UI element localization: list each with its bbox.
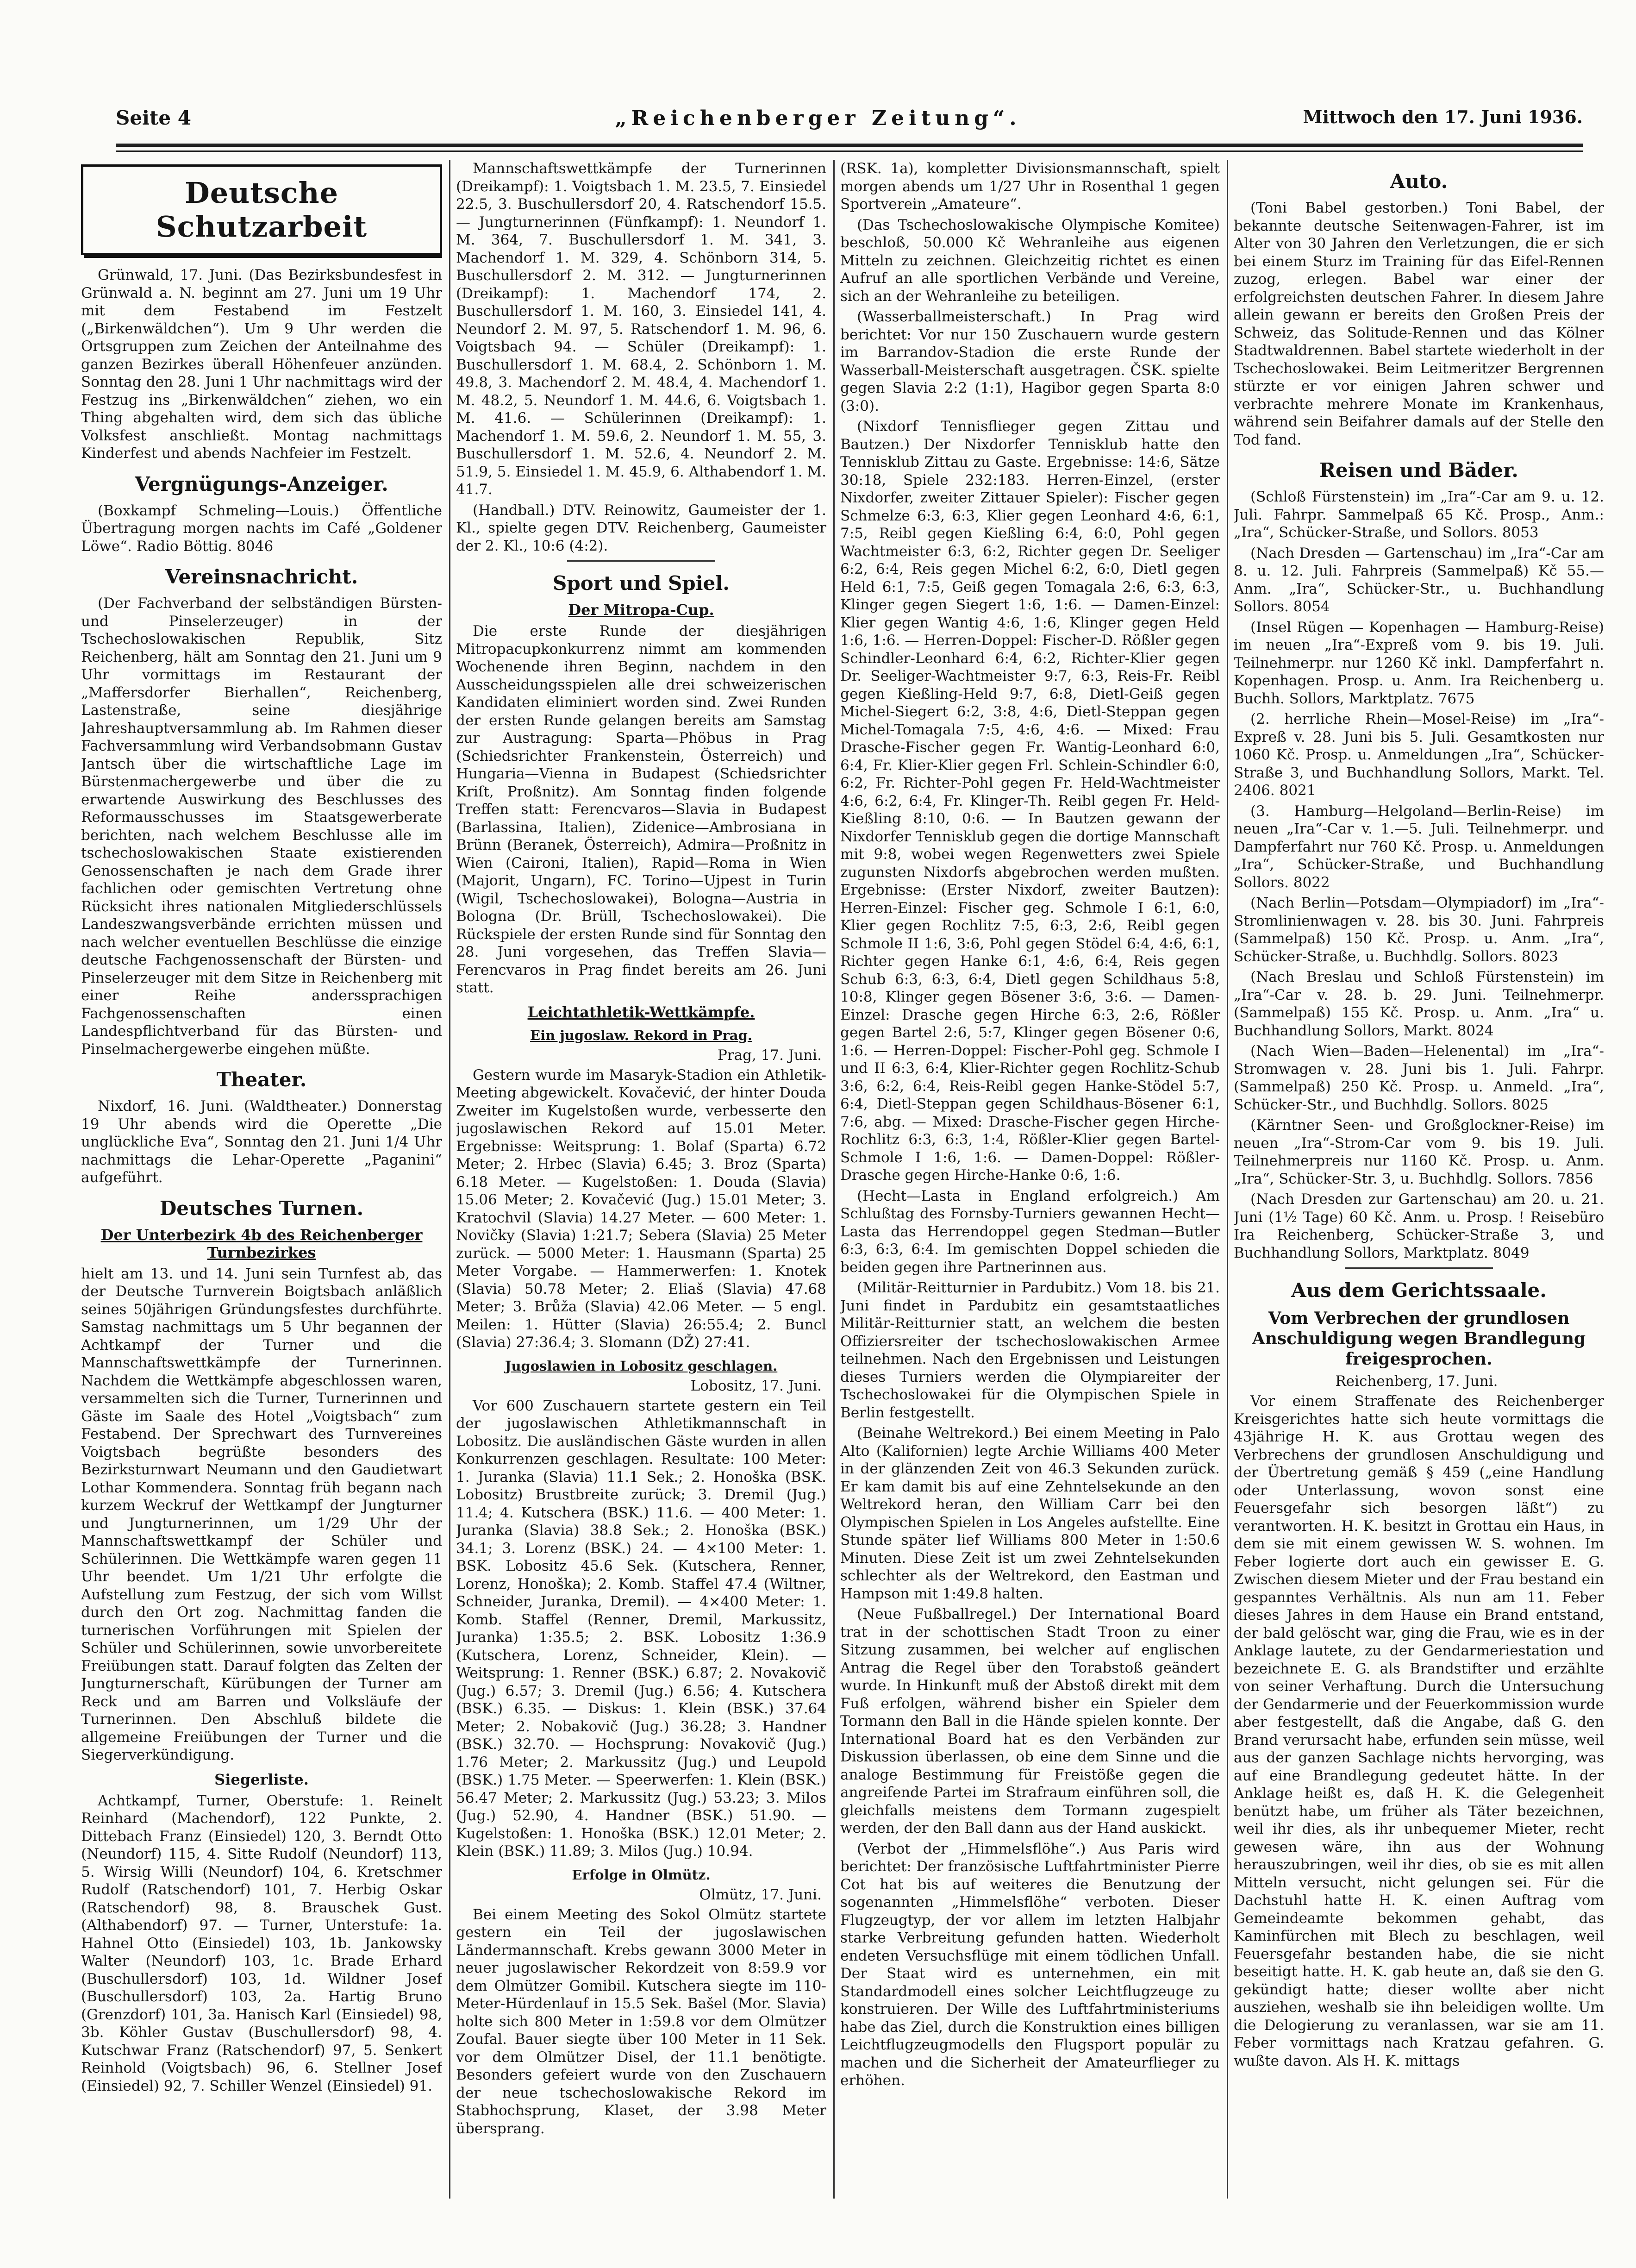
article-paragraph: Die erste Runde der diesjährigen Mitropacupkonkurrenz nimmt am kommenden Wochenende ihren Beginn, nachdem in den Ausscheidungsspielen alle drei schweizerischen Kandidaten eliminiert worden sind. Zwei Runden der ersten Runde gelangen bereits am Samstag zur Austragung: Sparta—Phöbus in Prag (Schiedsrichter Frankenstein, Österreich) und Hungaria—Vienna in Budapest (Schiedsrichter Kriſt, Proßnitz). Am Sonntag finden folgende Treffen statt: Ferencvaros—Slavia in Budapest (Barlassina, Italien), Zidenice—Ambrosiana in Brünn (Beranek, Österreich), Admira—Proßnitz in Wien (Caironi, Italien), Rapid—Roma in Wien (Majorit, Ungarn), FC. Torino—Ujpest in Turin (Wigil, Tschechoslowakei), Bologna—Austria in Bologna (Dr. Brüll, Tschechoslowakei). Die Rückspiele der ersten Runde sind für Sonntag den 28. Juni vorgesehen, das Treffen Slavia—Ferencvaros in Prag findet bereits am 26. Juni statt. xyxy=(456,623,826,996)
section-title-schutzarbeit: Deutsche Schutzarbeit xyxy=(81,164,442,255)
travel-ad: (Nach Wien—Baden—Helenental) im „Ira“-Stromwagen v. 28. Juni bis 1. Juli. Fahrpr. (Sammelpaß) 250 Kč. Prosp. u. Anmeld. „Ira“, Schücker-Str., und Buchhdlg. Sollors. 8025 xyxy=(1234,1043,1604,1113)
column-divider xyxy=(449,160,450,2199)
section-heading: Vereinsnachricht. xyxy=(165,565,358,588)
travel-ad: (Insel Rügen — Kopenhagen — Hamburg-Reise) im neuen „Ira“-Expreß vom 9. bis 19. Juli. Teilnehmerpr. nur 1260 Kč inkl. Dampferfahrt n. Kopenhagen. Prosp. u. Anm. Ira Reichenberg u. Buchh. Sollors, Marktplatz. 7675 xyxy=(1234,619,1604,707)
article-paragraph: Bei einem Meeting des Sokol Olmütz startete gestern ein Teil der jugoslawischen Ländermannschaft. Krebs gewann 3000 Meter in neuer jugoslawischer Rekordzeit von 8:59.9 vor dem Olmützer Gomibil. Kutschera siegte im 110-Meter-Hürdenlauf in 15.5 Sek. Bašel (Mor. Slavia) holte sich 800 Meter in 1:59.8 vor dem Olmützer Zoufal. Bauer siegte über 100 Meter in 11 Sek. vor dem Olmützer Disel, der 11.1 benötigte. Besonders gefeiert wurde von den Zuschauern der neue tschechoslowakische Rekord im Stabhochsprung, Klaset, der 3.98 Meter übersprang. xyxy=(456,1906,826,2137)
article-paragraph: Nixdorf, 16. Juni. (Waldtheater.) Donnerstag 19 Uhr abends wird die Operette „Die unglückliche Eva“, Sonntag den 21. Juni 1/4 Uhr nachmittags die Lehar-Operette „Paganini“ aufgeführt. xyxy=(81,1098,442,1186)
column-3 xyxy=(840,160,1220,2093)
travel-ad: (2. herrliche Rhein—Mosel-Reise) im „Ira“-Expreß v. 28. Juni bis 5. Juli. Gesamtkosten nur 1060 Kč. Prosp. u. Anmeldungen „Ira“, Schücker-Straße 3, und Buchhandlung Sollors, Markt. Tel. 2406. 8021 xyxy=(1234,711,1604,799)
article-paragraph: (Verbot der „Himmelsflöhe“.) Aus Paris wird berichtet: Der französische Luftfahrtminister Pierre Cot hat bis auf weiteres die Benutzung der sogenannten „Himmelsflöhe“ verboten. Dieser Flugzeugtyp, der vor allem im letzten Halbjahr starke Verbreitung gefunden hatten. Wiederholt endeten Versuchsflüge mit einem tödlichen Unfall. Der Staat wird es unternehmen, ein mit Standardmodell eines solcher Leichtflugzeuge zu konstruieren. Der Wille des Luftfahrtministeriums habe das Ziel, durch die Konstruktion eines billigen Leichtflugzeugmodells den Flugsport populär zu machen und die Sicherheit der Amateurflieger zu erhöhen. xyxy=(840,1840,1220,2089)
article-paragraph: (Nixdorf Tennisflieger gegen Zittau und Bautzen.) Der Nixdorfer Tennisklub hatte den Tennisklub Zittau zu Gaste. Ergebnisse: 14:6, Sätze 30:18, Spiele 232:183. Herren-Einzel, (erster Nixdorfer, zweiter Zittauer Spieler): Fischer gegen Schmelze 6:3, 6:3, Klier gegen Leonhard 4:6, 6:1, 7:5, Reibl gegen Kießling 6:4, 6:0, Pohl gegen Wachtmeister 6:3, 6:2, Richter gegen Dr. Seeliger 6:2, 6:4, Reis gegen Michel 6:2, 6:0, Dietl gegen Held 6:1, 7:5, Geiß gegen Tomagala 2:6, 6:3, 6:3, Klinger gegen Siegert 1:6, 1:6. — Damen-Einzel: Klier gegen Wantig 4:6, 1:6, Klinger gegen Held 1:6, 1:6. — Herren-Doppel: Fischer-D. Rößler gegen Schindler-Leonhard 6:4, 6:2, Richter-Klier gegen Dr. Seeliger-Wachtmeister 9:7, 6:3, Reis-Fr. Reibl gegen Kießling-Held 9:7, 6:8, Dietl-Geiß gegen Michel-Siegert 6:2, 3:8, 4:6, Dietl-Steppan gegen Michel-Tomagala 7:5, 4:6, 4:6. — Mixed: Frau Drasche-Fischer gegen Fr. Wantig-Leonhard 6:0, 6:4, Fr. Klier-Klier gegen Frl. Schlein-Schindler 6:0, 6:2, Fr. Richter-Pohl gegen Fr. Held-Wachtmeister 4:6, 6:2, 6:4, Fr. Klinger-Th. Reibl gegen Fr. Held-Kießling 8:10, 0:6. — In Bautzen gewann der Nixdorfer Tennisklub gegen die dortige Mannschaft mit 9:8, wobei wegen Regenwetters zwei Spiele zugunsten Nixdorfs abgebrochen werden mußten. Ergebnisse: (Erster Nixdorf, zweiter Bautzen): Herren-Einzel: Fischer geg. Schmole I 6:1, 6:0, Klier gegen Rochlitz 7:5, 6:3, 2:6, Reibl gegen Schmole II 1:6, 3:6, Pohl gegen Stödel 6:4, 4:6, 6:1, Richter gegen Hanke 6:1, 4:6, 6:4, Reis gegen Schub 6:3, 6:3, 6:4, Dietl gegen Schildhaus 5:8, 10:8, Klinger gegen Bösener 3:6, 3:6. — Damen-Einzel: Drasche gegen Hirche 6:3, 2:6, Rößler gegen Bartel 2:6, 5:7, Klinger gegen Bösener 0:6, 1:6. — Herren-Doppel: Fischer-Pohl geg. Schmole I und II 6:3, 6:4, Klier-Richter gegen Rochlitz-Schub 3:6, 6:2, 6:4, Reis-Reibl gegen Hanke-Stödel 5:7, 6:4, Dietl-Steppan gegen Schildhaus-Bösener 6:1, 7:6, abg. — Mixed: Drasche-Fischer gegen Hirche-Rochlitz 6:3, 6:3, 1:4, Rößler-Klier gegen Bartel-Schmole I 1:6, 1:6. — Damen-Doppel: Rößler-Drasche gegen Hirche-Hanke 0:6, 1:6. xyxy=(840,418,1220,1184)
article-paragraph: Grünwald, 17. Juni. (Das Bezirksbundesfest in Grünwald a. N. beginnt am 27. Juni um 19 Uhr mit dem Festabend im Festzelt („Birkenwäldchen“). Um 9 Uhr werden die Ortsgruppen zum Zeichen der Anteilnahme des ganzen Bezirkes überall Höhenfeuer anzünden. Sonntag den 28. Juni 1 Uhr nachmittags wird der Festzug ins „Birkenwäldchen“ ziehen, wo ein Thing abgehalten wird, dem sich das übliche Volksfest anschließt. Montag nachmittags Kinderfest und abends Nachfeier im Festzelt. xyxy=(81,267,442,462)
separator-rule xyxy=(567,560,715,562)
article-paragraph: Gestern wurde im Masaryk-Stadion ein Athletik-Meeting abgewickelt. Kovačević, der hinter Douda Zweiter im Kugelstoßen wurde, verbesserte den jugoslawischen Rekord auf 15.01 Meter. Ergebnisse: Weitsprung: 1. Bolaf (Sparta) 6.72 Meter; 2. Hrbec (Slavia) 6.45; 3. Broz (Sparta) 6.18 Meter. — Kugelstoßen: 1. Douda (Slavia) 15.06 Meter; 2. Kovačević (Jug.) 15.01 Meter; 3. Kratochvil (Slavia) 14.27 Meter. — 600 Meter: 1. Novičky (Slavia) 1:21.7; Sebera (Slavia) 25 Meter zurück. — 5000 Meter: 1. Hausmann (Sparta) 25 Meter Vorgabe. — Hammerwerfen: 1. Knotek (Slavia) 50.78 Meter; 2. Eliaš (Slavia) 47.68 Meter; 3. Brůža (Slavia) 42.06 Meter. — 5 engl. Meilen: 1. Hütter (Slavia) 26:55.4; 2. Buncl (Slavia) 27:36.4; 3. Slomann (DŽ) 27:41. xyxy=(456,1066,826,1351)
section-heading: Deutsches Turnen. xyxy=(159,1197,364,1220)
dateline: Lobositz, 17. Juni. xyxy=(690,1377,822,1394)
article-headline: Vom Verbrechen der grundlosen Anschuldigung wegen Brandlegung freigesprochen. xyxy=(1252,1309,1586,1369)
section-heading: Auto. xyxy=(1390,170,1448,193)
section-heading: Aus dem Gerichtssaale. xyxy=(1291,1279,1547,1302)
article-paragraph: (Militär-Reitturnier in Pardubitz.) Vom 18. bis 21. Juni findet in Pardubitz ein gesamtstaatliches Militär-Reitturnier statt, an welchem die besten Offiziersreiter der tschechoslowakischen Armee teilnehmen. Nach den Ergebnissen und Leistungen dieses Turniers werden die Olympiareiter der Tschechoslowakei für die Olympischen Spiele in Berlin festgestellt. xyxy=(840,1279,1220,1421)
article-paragraph: (Der Fachverband der selbständigen Bürsten- und Pinselerzeuger) in der Tschechoslowakischen Republik, Sitz Reichenberg, hält am Sonntag den 21. Juni um 9 Uhr vormittags im Restaurant der „Maffersdorfer Bierhallen“, Reichenberg, Lastenstraße, seine diesjährige Jahreshauptversammlung ab. Im Rahmen dieser Fachversammlung wird Verbandsobmann Gustav Jantsch über die wirtschaftliche Lage im Bürstenmachergewerbe und über die zu erwartende Auswirkung des Beschlusses des Reformausschusses im Staatsgewerberate berichten, nach welchem Beschlusse alle im tschechoslowakischen Staate existierenden Genossenschaften je nach dem Grade ihrer fachlichen oder gemischten Vertretung ohne Rücksicht ihres nationalen Mitgliederschlüssels Landeszwangsverbände errichten müssen und nach welcher eventuellen Beschlüsse die einzige deutsche Fachgenossenschaft der Bürsten- und Pinselerzeuger mit dem Sitze in Reichenberg mit einer Reihe anderssprachigen Fachgenossenschaften einen Landespflichtverband für das Bürsten- und Pinselmachergewerbe eingehen müßte. xyxy=(81,595,442,1058)
article-paragraph: hielt am 13. und 14. Juni sein Turnfest ab, das der Deutsche Turnverein Boigtsbach anläßlich seines 50jährigen Gründungsfestes durchführte. Samstag nachmittags um 5 Uhr begannen der Achtkampf der Turner und die Mannschaftswettkämpfe der Turnerinnen. Nachdem die Wettkämpfe abgeschlossen waren, versammelten sich die Turner, Turnerinnen und Gäste im Saale des Hotel „Voigtsbach“ zum Festabend. Der Sprechwart des Turnvereines Voigtsbach begrüßte besonders des Bezirksturnwart Neumann und den Gaudietwart Lothar Kommendera. Sonntag früh begann nach kurzem Weckruf der Wettkampf der Jungturner und Jungturnerinnen, um 1/29 Uhr der Mannschaftswettkampf der Schüler und Schülerinnen. Die Wettkämpfe waren gegen 11 Uhr beendet. Um 1/21 Uhr erfolgte die Aufstellung zum Festzug, der sich vom Willst durch den Ort zog. Nachmittag fanden die turnerischen Vorführungen mit Spielen der Schüler und Schülerinnen, sowie unvorbereitete Freiübungen statt. Darauf folgten das Zelten der Jungturnerschaft, Kürübungen der Turner am Reck und am Barren und Volksläufe der Turnerinnen. Den Abschluß bildete die allgemeine Freiübungen der Turner und die Siegerverkündigung. xyxy=(81,1265,442,1763)
travel-ad: (Schloß Fürstenstein) im „Ira“-Car am 9. u. 12. Juli. Fahrpr. Sammelpaß 65 Kč. Prosp., Anm.: „Ira“, Schücker-Straße, und Sollors. 8053 xyxy=(1234,489,1604,541)
section-heading: Reisen und Bäder. xyxy=(1319,459,1518,482)
travel-ad: (Nach Dresden zur Gartenschau) am 20. u. 21. Juni (1½ Tage) 60 Kč. Anm. u. Prosp. ! Reisebüro Ira Reichenberg, Schücker-Straße 3, und Buchhandlung Sollors, Marktplatz. 8049 xyxy=(1234,1191,1604,1261)
article-headline: Jugoslawien in Lobositz geschlagen. xyxy=(505,1358,778,1374)
article-paragraph: (Toni Babel gestorben.) Toni Babel, der bekannte deutsche Seitenwagen-Fahrer, ist im Alter von 30 Jahren den Verletzungen, die er sich bei einem Sturz im Training für das Eifel-Rennen zuzog, erlegen. Babel war einer der erfolgreichsten deutschen Fahrer. In diesem Jahre allein gewann er bereits den Großen Preis der Schweiz, das Solitude-Rennen und das Kölner Stadtwaldrennen. Babel startete wiederholt in der Tschechoslowakei. Beim Leitmeritzer Bergrennen stürzte er vor einigen Jahren schwer und verbrachte mehrere Monate im Krankenhaus, während sein Beifahrer damals auf der Stelle den Tod fand. xyxy=(1234,200,1604,448)
article-paragraph: (Beinahe Weltrekord.) Bei einem Meeting in Palo Alto (Kalifornien) legte Archie Williams 400 Meter in der glänzenden Zeit von 46.3 Sekunden zurück. Er kam damit bis auf eine Zehntelsekunde an den Weltrekord heran, den William Carr bei den Olympischen Spielen in Los Angeles aufstellte. Eine Stunde später lief Williams 800 Meter in 1:50.6 Minuten. Diese Zeit ist um zwei Zehntelsekunden schlechter als der Weltrekord, den Eastman und Hampson mit 1:49.8 halten. xyxy=(840,1425,1220,1602)
travel-ad: (Nach Dresden — Gartenschau) im „Ira“-Car am 8. u. 12. Juli. Fahrpreis (Sammelpaß) Kč 55.— Anm. „Ira“, Schücker-Str., u. Buchhandlung Sollors. 8054 xyxy=(1234,545,1604,615)
travel-ad: (Nach Berlin—Potsdam—Olympiadorf) im „Ira“-Stromlinienwagen v. 28. bis 30. Juni. Fahrpreis (Sammelpaß) 150 Kč. Prosp. u. Anm. „Ira“, Schücker-Straße, u. Buchhdlg. Sollors. 8023 xyxy=(1234,895,1604,965)
column-divider xyxy=(833,160,835,2199)
travel-ad: (Kärntner Seen- und Großglockner-Reise) im neuen „Ira“-Strom-Car vom 9. bis 19. Juli. Teilnehmerpreis nur 1160 Kč. Prosp. u. Anm. „Ira“, Schücker-Str. 3, u. Buchhdlg. Sollors. 7856 xyxy=(1234,1117,1604,1187)
dateline: Reichenberg, 17. Juni. xyxy=(1335,1373,1498,1390)
column-1 xyxy=(81,160,442,2098)
subheading: Siegerliste. xyxy=(214,1770,309,1788)
article-paragraph: Vor einem Straffenate des Reichenberger Kreisgerichtes hatte sich heute vormittags die 43jährige H. K. aus Grottau wegen des Verbrechens der grundlosen Anschuldigung und der Übertretung gemäß § 459 („eine Handlung oder Unterlassung, wovon sonst eine Feuersgefahr sich besorgen läßt“) zu verantworten. H. K. besitzt in Grottau ein Haus, in dem sie mit einem gewissen W. S. wohnen. Im Feber logierte dort auch ein gewisser E. G. Zwischen diesem Mieter und der Frau bestand ein gespanntes Verhältnis. Als nun am 11. Feber dieses Jahres in dem Hause ein Brand entstand, der bald gelöscht war, ging die Frau, wie es in der Anklage lautete, zu der Gendarmeriestation und bezeichnete E. G. als Brandstifter und erzählte von seiner Verhaftung. Durch die Untersuchung der Gendarmerie und der Feuerkommission wurde aber festgestellt, daß die Angabe, daß G. den Brand verursacht habe, erfunden sein müsse, weil aus der ganzen Sachlage nichts hervorging, was auf eine Brandlegung gedeutet hätte. In der Anklage heißt es, daß H. K. die Gelegenheit benützt habe, um früher als Täter bezeichnen, weil ihr dies, als ihr unbequemer Mieter, recht gewesen wäre, ihn aus der Wohnung herauszubringen, weil ihr dies, ob sie es mit allen Mitteln versucht, nicht gelungen sei. Für die Dachstuhl hatte H. K. einen Auftrag vom Gemeindeamte bekommen gehabt, das Kaminfürchen mit Blech zu beschlagen, weil Feuersgefahr bestanden habe, die sie nicht beseitigt hatte. H. K. gab heute an, daß sie den G. gekündigt hatte; dieser wollte aber nicht ausziehen, weshalb sie ihn beleidigen wollte. Um die Delogierung zu veranlassen, war sie am 11. Feber vormittags nach Kratzau gefahren. G. wußte davon. Als H. K. mittags xyxy=(1234,1393,1604,2069)
article-subheadline: Ein jugoslaw. Rekord in Prag. xyxy=(530,1027,752,1043)
article-paragraph: (Neue Fußballregel.) Der International Board trat in der schottischen Stadt Troon zu einer Sitzung zusammen, bei welcher auf englischen Antrag die Regel über den Torabstoß geändert wurde. In Hinkunft muß der Abstoß direkt mit dem Fuß erfolgen, während bisher ein Spieler dem Tormann den Ball in die Hände spielen konnte. Der International Board hat es den Verbänden zur Diskussion überlassen, ob eine dem Sinne und die analoge Bestimmung für Freistöße gegen die angreifende Partei im Strafraum einführen soll, die gleichfalls meistens dem Tormann zugespielt werden, der den Ball dann aus der Hand auskickt. xyxy=(840,1606,1220,1836)
article-paragraph: Achtkampf, Turner, Oberstufe: 1. Reinelt Reinhard (Machendorf), 122 Punkte, 2. Dittebach Franz (Einsiedel) 120, 3. Berndt Otto (Neundorf) 115, 4. Sitte Rudolf (Neundorf) 113, 5. Wirsig Willi (Neundorf) 104, 6. Kretschmer Rudolf (Ratschendorf) 101, 7. Herbig Oskar (Ratschendorf) 98, 8. Brauschek Gust. (Althabendorf) 97. — Turner, Unterstufe: 1a. Hahnel Otto (Einsiedel) 103, 1b. Jankowsky Walter (Neundorf) 103, 1c. Brade Erhard (Buschullersdorf) 103, 1d. Wildner Josef (Buschullersdorf) 103, 2a. Hartig Bruno (Grenzdorf) 101, 3a. Hanisch Karl (Einsiedel) 98, 3b. Köhler Gustav (Buschullersdorf) 98, 4. Kutschwar Franz (Ratschendorf) 97, 5. Senkert Reinhold (Voigtsbach) 96, 6. Stellner Josef (Einsiedel) 92, 7. Schiller Wenzel (Einsiedel) 91. xyxy=(81,1792,442,2094)
article-headline: Der Mitropa-Cup. xyxy=(568,601,714,619)
article-headline: Leichtathletik-Wettkämpfe. xyxy=(527,1003,755,1021)
article-headline: Der Unterbezirk 4b des Reichenberger Turnbezirkes xyxy=(100,1226,423,1261)
article-paragraph: (Wasserballmeisterschaft.) In Prag wird berichtet: Vor nur 150 Zuschauern wurde gestern im Barrandov-Stadion die erste Runde der Wasserball-Meisterschaft ausgetragen. ČSK. spielte gegen Slavia 2:2 (1:1), Hagibor gegen Sparta 8:0 (3:0). xyxy=(840,308,1220,414)
header-rule xyxy=(116,144,1583,152)
article-paragraph: (Das Tschechoslowakische Olympische Komitee) beschloß, 50.000 Kč Wehranleihe aus eigenen Mitteln zu zeichnen. Gleichzeitig richtet es einen Aufruf an alle sportlichen Verbände und Vereine, sich an der Wehranleihe zu beteiligen. xyxy=(840,216,1220,305)
article-paragraph: Mannschaftswettkämpfe der Turnerinnen (Dreikampf): 1. Voigtsbach 1. M. 23.5, 7. Einsiedel 22.5, 3. Buschullersdorf 20, 4. Ratschendorf 15.5. — Jungturnerinnen (Fünfkampf): 1. Neundorf 1. M. 364, 7. Buschullersdorf 1. M. 341, 3. Machendorf 1. M. 329, 4. Schönborn 314, 5. Buschullersdorf 2. M. 312. — Jungturnerinnen (Dreikampf): 1. Machendorf 174, 2. Buschullersdorf 1. M. 160, 3. Einsiedel 141, 4. Neundorf 2. M. 97, 5. Ratschendorf 1. M. 96, 6. Voigtsbach 94. — Schüler (Dreikampf): 1. Buschullersdorf 1. M. 68.4, 2. Schönborn 1. M. 49.8, 3. Machendorf 2. M. 48.4, 4. Machendorf 1. M. 48.2, 5. Neundorf 1. M. 44.6, 6. Voigtsbach 1. M. 41.6. — Schülerinnen (Dreikampf): 1. Machendorf 1. M. 59.6, 2. Neundorf 1. M. 55, 3. Buschullersdorf 1. M. 52.6, 4. Neundorf 2. M. 51.9, 5. Einsiedel 1. M. 45.9, 6. Althabendorf 1. M. 41.7. xyxy=(456,160,826,498)
article-paragraph: Vor 600 Zuschauern startete gestern ein Teil der jugoslawischen Athletikmannschaft in Lobositz. Die ausländischen Gäste wurden in allen Konkurrenzen geschlagen. Resultate: 100 Meter: 1. Juranka (Slavia) 11.1 Sek.; 2. Honoška (BSK. Lobositz) Brustbreite zurück; 3. Dremil (Jug.) 11.4; 4. Kutschera (BSK.) 11.6. — 400 Meter: 1. Juranka (Slavia) 38.8 Sek.; 2. Honoška (BSK.) 34.1; 3. Lorenz (BSK.) 24. — 4×100 Meter: 1. BSK. Lobositz 45.6 Sek. (Kutschera, Renner, Lorenz, Honoška); 2. Komb. Staffel 47.4 (Wiltner, Schneider, Juranka, Dremil). — 4×400 Meter: 1. Komb. Staffel (Renner, Dremil, Markussitz, Juranka) 1:35.5; 2. BSK. Lobositz 1:36.9 (Kutschera, Lorenz, Schneider, Klein). — Weitsprung: 1. Renner (BSK.) 6.87; 2. Novakovič (Jug.) 6.57; 3. Dremil (Jug.) 6.56; 4. Kutschera (BSK.) 6.35. — Diskus: 1. Klein (BSK.) 37.64 Meter; 2. Nobakovič (Jug.) 36.28; 3. Handner (BSK.) 32.70. — Hochsprung: Novakovič (Jug.) 1.76 Meter; 2. Markussitz (Jug.) und Leupold (BSK.) 1.75 Meter. — Speerwerfen: 1. Klein (BSK.) 56.47 Meter; 2. Markussitz (Jug.) 53.23; 3. Milos (Jug.) 52.90, 4. Handner (BSK.) 51.90. — Kugelstoßen: 1. Honoška (BSK.) 12.01 Meter; 2. Klein (BSK.) 11.89; 3. Milos (Jug.) 10.94. xyxy=(456,1397,826,1860)
page-number: Seite 4 xyxy=(116,107,191,129)
section-heading: Sport und Spiel. xyxy=(553,572,730,595)
section-heading: Vergnügungs-Anzeiger. xyxy=(135,472,388,495)
travel-ad: (Nach Breslau und Schloß Fürstenstein) im „Ira“-Car v. 28. b. 29. Juni. Teilnehmerpr. (Sammelpaß) 155 Kč. Prosp. u. Anm. „Ira“ u. Buchhandlung Sollors, Markt. 8024 xyxy=(1234,969,1604,1039)
separator-rule xyxy=(1345,1267,1493,1269)
dateline: Olmütz, 17. Juni. xyxy=(699,1886,822,1903)
dateline: Prag, 17. Juni. xyxy=(718,1046,822,1064)
article-headline: Erfolge in Olmütz. xyxy=(572,1867,711,1883)
article-paragraph: (Handball.) DTV. Reinowitz, Gaumeister der 1. Kl., spielte gegen DTV. Reichenberg, Gaumeister der 2. Kl., 10:6 (4:2). xyxy=(456,501,826,554)
issue-date: Mittwoch den 17. Juni 1936. xyxy=(1303,107,1583,127)
section-heading: Theater. xyxy=(216,1068,307,1091)
article-paragraph: (RSK. 1a), kompletter Divisionsmannschaft, spielt morgen abends um 1/27 Uhr in Rosenthal 1 gegen Sportverein „Amateure“. xyxy=(840,160,1220,213)
column-4 xyxy=(1234,160,1604,2073)
article-paragraph: (Hecht—Lasta in England erfolgreich.) Am Schlußtag des Fornsby-Turniers gewannen Hecht—Lasta das Herrendoppel gegen Stedman—Butler 6:3, 6:3, 6:4. Im gemischten Doppel schieden die beiden gegen ihre Partnerinnen aus. xyxy=(840,1187,1220,1276)
travel-ad: (3. Hamburg—Helgoland—Berlin-Reise) im neuen „Ira“-Car v. 1.—5. Juli. Teilnehmerpr. und Dampferfahrt nur 760 Kč. Prosp. u. Anmeldungen „Ira“, Schücker-Straße, und Buchhandlung Sollors. 8022 xyxy=(1234,802,1604,891)
column-divider xyxy=(1227,160,1228,2199)
column-2 xyxy=(456,160,826,2140)
newspaper-title: „Reichenberger Zeitung“. xyxy=(615,107,1021,130)
article-paragraph: (Boxkampf Schmeling—Louis.) Öffentliche Übertragung morgen nachts im Café „Goldener Löwe“. Radio Böttig. 8046 xyxy=(81,502,442,555)
